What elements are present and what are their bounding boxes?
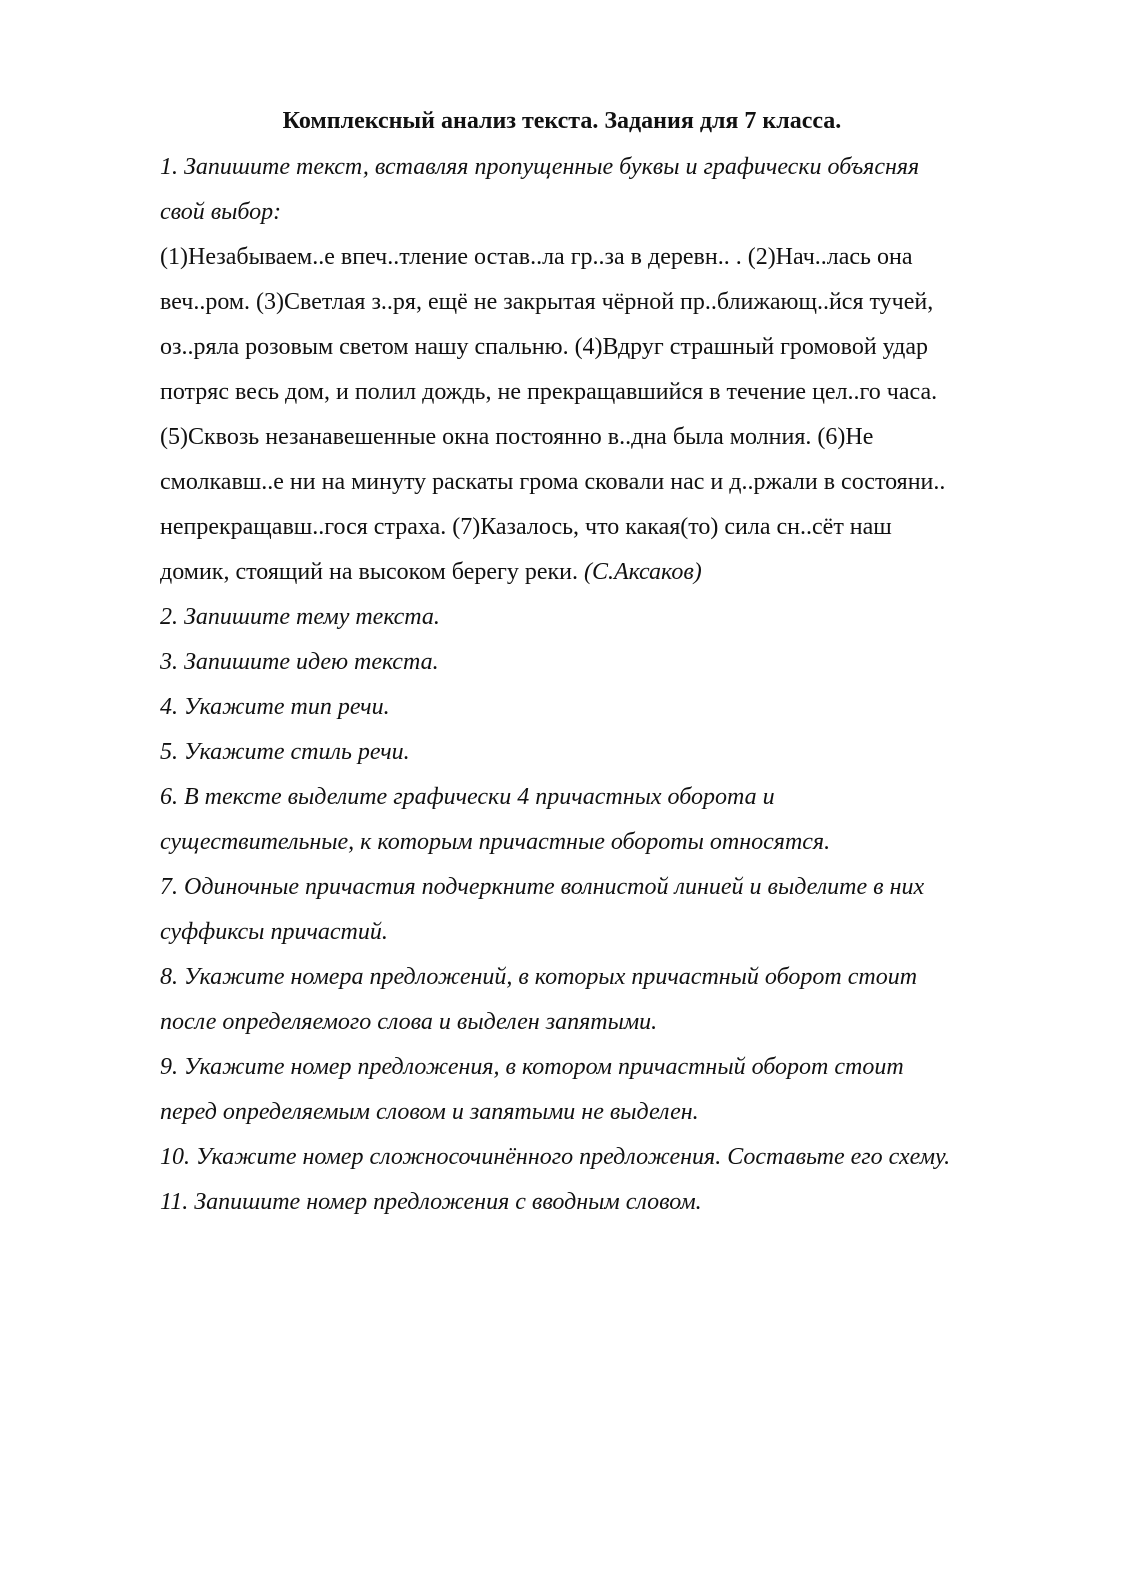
- document-body: [160, 145, 1040, 1225]
- task-item: 2. Запишите тему текста.: [160, 604, 440, 630]
- passage-line: (1)Незабываем..е впеч..тление остав..ла гр..за в деревн.. . (2)Нач..лась она: [160, 244, 913, 270]
- passage-line: потряс весь дом, и полил дождь, не прекращавшийся в течение цел..го часа.: [160, 379, 938, 405]
- task-item: суффиксы причастий.: [160, 919, 388, 945]
- task-item: 5. Укажите стиль речи.: [160, 739, 410, 765]
- task-item: 4. Укажите тип речи.: [160, 694, 390, 720]
- task-item: 9. Укажите номер предложения, в котором причастный оборот стоит: [160, 1054, 904, 1080]
- task-item: 11. Запишите номер предложения с вводным словом.: [160, 1189, 702, 1215]
- passage-last-line: [160, 550, 1040, 595]
- task-1-line-2: свой выбор:: [160, 199, 282, 225]
- passage-author: (С.Аксаков): [584, 559, 702, 585]
- task-item: 7. Одиночные причастия подчеркните волнистой линией и выделите в них: [160, 874, 925, 900]
- passage-last-text: домик, стоящий на высоком берегу реки.: [160, 559, 578, 585]
- task-item: 3. Запишите идею текста.: [160, 649, 439, 675]
- task-item: после определяемого слова и выделен запятыми.: [160, 1009, 658, 1035]
- passage-line: смолкавш..е ни на минуту раскаты грома сковали нас и д..ржали в состояни..: [160, 469, 946, 495]
- task-1-line-1: 1. Запишите текст, вставляя пропущенные буквы и графически объясняя: [160, 154, 920, 180]
- document-title: Комплексный анализ текста. Задания для 7 класса.: [282, 108, 842, 134]
- task-item: 10. Укажите номер сложносочинённого предложения. Составьте его схему.: [160, 1144, 951, 1170]
- passage-line: веч..ром. (3)Светлая з..ря, ещё не закрытая чёрной пр..ближающ..йся тучей,: [160, 289, 934, 315]
- task-item: перед определяемым словом и запятыми не выделен.: [160, 1099, 699, 1125]
- passage-line: оз..ряла розовым светом нашу спальню. (4)Вдруг страшный громовой удар: [160, 334, 929, 360]
- task-item: 6. В тексте выделите графически 4 причастных оборота и: [160, 784, 775, 810]
- task-item: существительные, к которым причастные обороты относятся.: [160, 829, 831, 855]
- passage-line: (5)Сквозь незанавешенные окна постоянно в..дна была молния. (6)Не: [160, 424, 874, 450]
- task-item: 8. Укажите номера предложений, в которых причастный оборот стоит: [160, 964, 918, 990]
- passage-line: непрекращавш..гося страха. (7)Казалось, что какая(то) сила сн..сёт наш: [160, 514, 892, 540]
